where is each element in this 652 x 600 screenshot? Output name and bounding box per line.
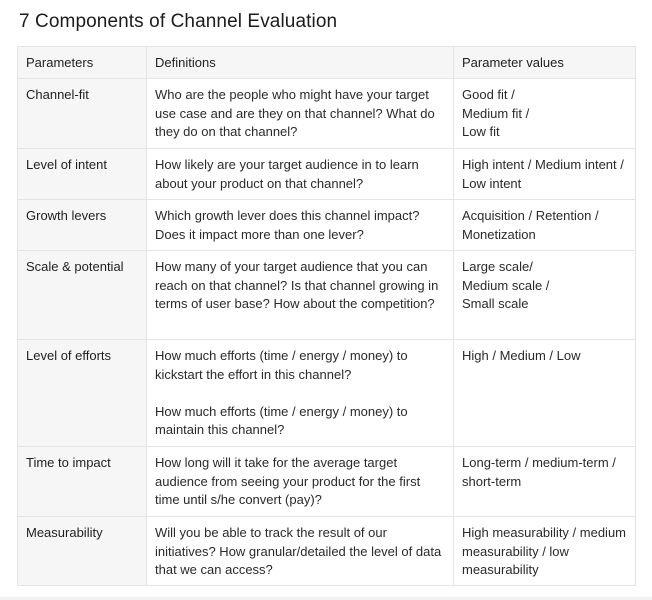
definition-cell [147, 340, 454, 447]
table-row [18, 517, 636, 586]
parameter-values-cell [454, 200, 636, 251]
definition-cell [147, 149, 454, 200]
header-parameters: Parameters [18, 47, 147, 79]
parameter-values-cell [454, 447, 636, 517]
table-row [18, 79, 636, 149]
table-row [18, 200, 636, 251]
definition-text: How much efforts (time / energy / money) to kickstart the effort in this channel? [155, 348, 408, 382]
table-row [18, 340, 636, 447]
definition-text: Which growth lever does this channel impact? Does it impact more than one lever? [155, 208, 420, 242]
parameter-cell: Level of intent [18, 149, 147, 200]
values-line: Acquisition / Retention / Monetization [462, 208, 599, 242]
parameter-cell: Time to impact [18, 447, 147, 517]
values-line: High / Medium / Low [462, 348, 581, 363]
values-line: High measurability / medium measurability / low measurability [462, 525, 627, 577]
table-row [18, 447, 636, 517]
parameter-values-cell [454, 79, 636, 149]
parameter-cell: Measurability [18, 517, 147, 586]
values-line: High intent / Medium intent / Low intent [462, 157, 624, 191]
header-definitions: Definitions [147, 47, 454, 79]
table-row [18, 251, 636, 340]
table-header-row [18, 47, 636, 79]
parameter-values-cell [454, 149, 636, 200]
page-title: 7 Components of Channel Evaluation [19, 11, 338, 32]
values-line: Large scale/ Medium scale / Small scale [462, 259, 550, 311]
parameter-values-cell [454, 340, 636, 447]
definition-text: How likely are your target audience in to learn about your product on that channel? [155, 157, 419, 191]
definition-text: Who are the people who might have your target use case and are they on that channel? What do they do on that channel? [155, 87, 435, 139]
definition-cell [147, 447, 454, 517]
definition-cell [147, 517, 454, 586]
parameter-values-cell [454, 251, 636, 340]
definition-text: Will you be able to track the result of our initiatives? How granular/detailed the level of data that we can access? [155, 525, 442, 577]
definition-text: How long will it take for the average target audience from seeing your product for the first time until s/he convert (pay)? [155, 455, 421, 507]
header-parameter-values: Parameter values [454, 47, 636, 79]
parameter-cell: Level of efforts [18, 340, 147, 447]
definition-text: How many of your target audience that you can reach on that channel? Is that channel growing in terms of user base? How about the competition? [155, 259, 439, 311]
definition-text: How much efforts (time / energy / money) to maintain this channel? [155, 403, 408, 437]
parameter-cell: Scale & potential [18, 251, 147, 340]
parameter-cell: Growth levers [18, 200, 147, 251]
values-line: Long-term / medium-term / short-term [462, 455, 616, 489]
definition-cell [147, 251, 454, 340]
values-line: Good fit / Medium fit / Low fit [462, 87, 530, 139]
definition-cell [147, 79, 454, 149]
table-row [18, 149, 636, 200]
parameter-cell: Channel-fit [18, 79, 147, 149]
definition-cell [147, 200, 454, 251]
parameter-values-cell [454, 517, 636, 586]
channel-evaluation-table [17, 46, 636, 586]
